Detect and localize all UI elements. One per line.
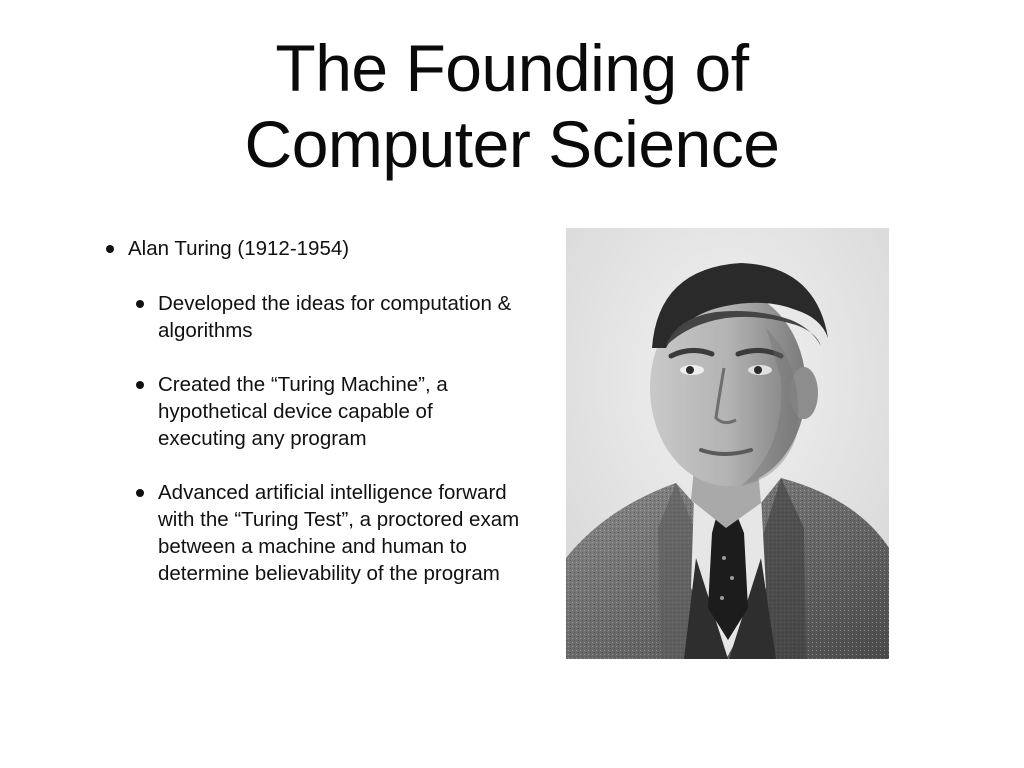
portrait-photo — [566, 228, 889, 659]
bullet-list — [104, 235, 524, 614]
portrait-photo-icon — [566, 228, 889, 659]
bullet-sub-turing-test: Advanced artificial intelligence forward with the “Turing Test”, a proctored exam between a machine and human to determine believability of the program — [104, 479, 524, 587]
bullet-main: Alan Turing (1912-1954) — [104, 235, 524, 262]
slide-title — [0, 30, 1024, 182]
bullet-sub-computation: Developed the ideas for computation & algorithms — [104, 290, 524, 344]
slide-title-line-2: Computer Science — [244, 107, 780, 181]
slide-title-line-1: The Founding of — [275, 31, 749, 105]
bullet-sub-turing-machine: Created the “Turing Machine”, a hypothetical device capable of executing any program — [104, 371, 524, 452]
